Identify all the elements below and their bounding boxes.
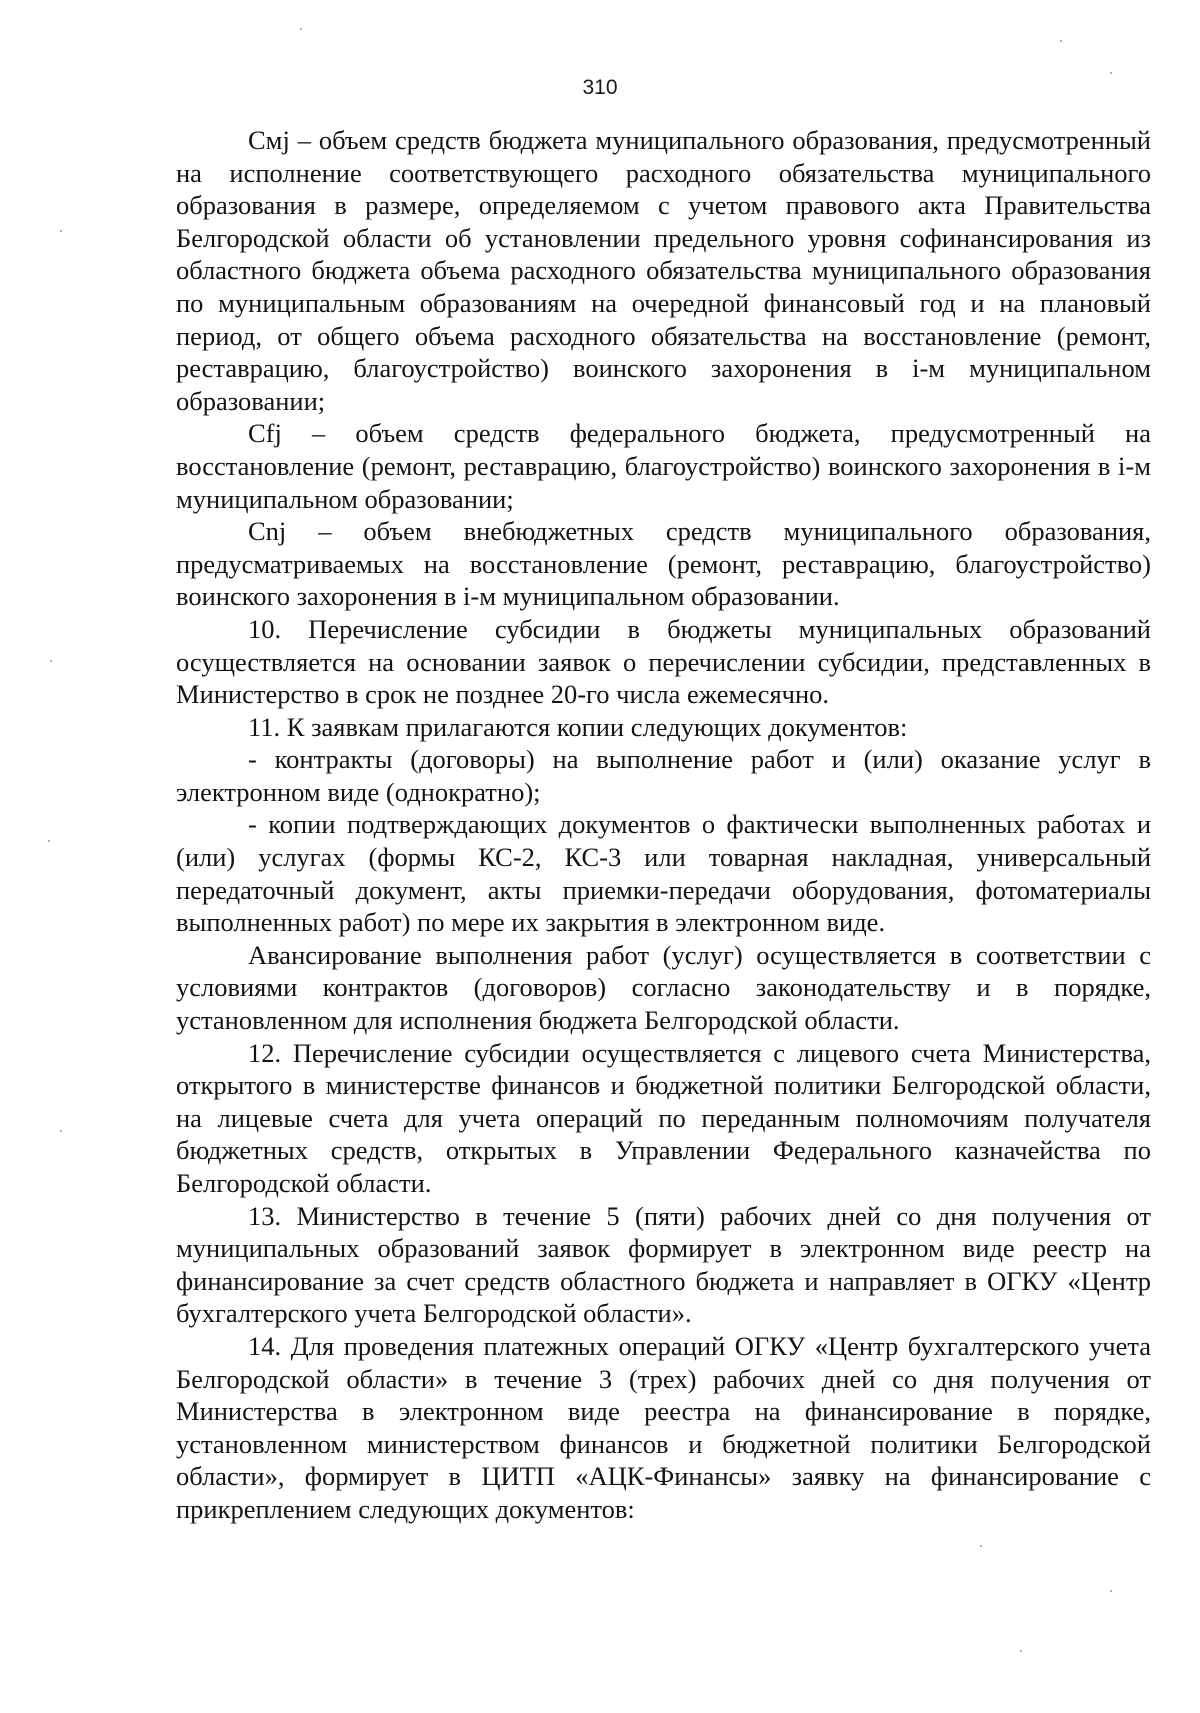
scan-speck [980, 1545, 982, 1547]
paragraph-item-14: 14. Для проведения платежных операций ОГКУ «Центр бухгалтерского учета Белгородской области» в течение 3 (трех) рабочих дней со дня получения от Министерства в электронном виде реестра на финансирование в порядке, установленном министерством финансов и бюджетной политики Белгородской области», формирует в ЦИТП «АЦК-Финансы» заявку на финансирование с прикреплением следующих документов: [176, 1330, 1151, 1524]
scan-speck [50, 660, 52, 662]
paragraph-item-11: 11. К заявкам прилагаются копии следующих документов: [248, 711, 908, 742]
paragraph-item-10: 10. Перечисление субсидии в бюджеты муниципальных образований осуществляется на основании заявок о перечислении субсидии, представленных в Министерство в срок не позднее 20-го числа ежемесячно. [176, 613, 1151, 710]
paragraph-item-12: 12. Перечисление субсидии осуществляется с лицевого счета Министерства, открытого в министерстве финансов и бюджетной политики Белгородской области, на лицевые счета для учета операций по переданным полномочиям получателя бюджетных средств, открытых в Управлении Федерального казначейства по Белгородской области. [176, 1037, 1151, 1198]
list-item-contracts: - контракты (договоры) на выполнение работ и (или) оказание услуг в электронном виде (однократно); [176, 744, 1151, 807]
scan-speck [1110, 1590, 1112, 1592]
page-number: 310 [582, 76, 618, 99]
list-item-supporting-documents: - копии подтверждающих документов о фактически выполненных работах и (или) услугах (формы КС-2, КС-3 или товарная накладная, универсальный передаточный документ, акты приемки-передачи оборудования, фотоматериалы выполненных работ) по мере их закрытия в электронном виде. [176, 809, 1151, 938]
paragraph-cmj-definition: Cмj – объем средств бюджета муниципального образования, предусмотренный на исполнение соответствующего расходного обязательства муниципального образования в размере, определяемом с учетом правового акта Правительства Белгородской области об установлении предельного уровня софинансирования из областного бюджета объема расходного обязательства муниципального образования по муниципальным образованиям на очередной финансовый год и на плановый период, от общего объема расходного обязательства на восстановление (ремонт, реставрацию, благоустройство) воинского захоронения в i-м муниципальном образовании; [176, 125, 1151, 416]
scan-speck [60, 1130, 62, 1132]
scan-speck [48, 840, 50, 842]
paragraph-cnj-definition: Cnj – объем внебюджетных средств муниципального образования, предусматриваемых на восстановление (ремонт, реставрацию, благоустройство) воинского захоронения в i-м муниципальном образовании. [176, 516, 1151, 612]
scan-speck [300, 28, 302, 30]
scan-speck [1020, 1650, 1022, 1652]
scan-speck [1060, 40, 1062, 42]
document-body [176, 124, 1151, 1526]
paragraph-cfj-definition: Cfj – объем средств федерального бюджета, предусмотренный на восстановление (ремонт, реставрацию, благоустройство) воинского захоронения в i-м муниципальном образовании; [176, 418, 1151, 514]
paragraph-advance-payment: Авансирование выполнения работ (услуг) осуществляется в соответствии с условиями контрактов (договоров) согласно законодательству и в порядке, установленном для исполнения бюджета Белгородской области. [176, 939, 1151, 1036]
scan-speck [1110, 72, 1112, 74]
paragraph-item-13: 13. Министерство в течение 5 (пяти) рабочих дней со дня получения от муниципальных образований заявок формирует в электронном виде реестр на финансирование за счет средств областного бюджета и направляет в ОГКУ «Центр бухгалтерского учета Белгородской области». [176, 1200, 1151, 1329]
scan-speck [60, 230, 62, 232]
